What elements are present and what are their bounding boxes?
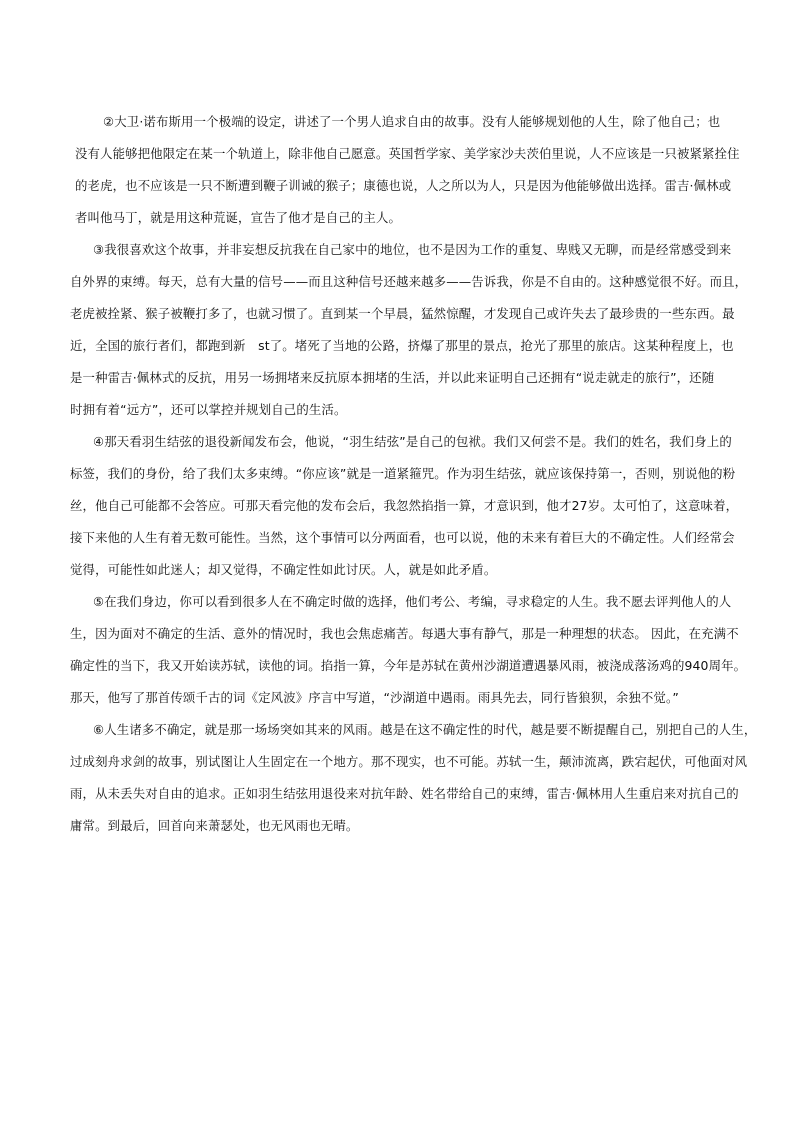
paragraph-line: 近，全国的旅行者们，都跑到新 st了。堵死了当地的公路，挤爆了那里的景点，抢光了那里的旅店。这某种程度上，也 — [70, 338, 734, 353]
paragraph-line: 时拥有着“远方”，还可以掌控并规划自己的生活。 — [70, 402, 347, 417]
paragraph-line: 标签，我们的身份，给了我们太多束缚。“你应该”就是一道紧箍咒。作为羽生结弦，就应该保持第一，否则，别说他的粉 — [70, 466, 736, 481]
paragraph-line: ②大卫·诺布斯用一个极端的设定，讲述了一个男人追求自由的故事。没有人能够规划他的人生，除了他自己；也 — [103, 114, 721, 129]
paragraph-line: ③我很喜欢这个故事，并非妄想反抗我在自己家中的地位，也不是因为工作的重复、卑贱又无聊，而是经常感受到来 — [93, 242, 732, 257]
paragraph-line: 者叫他马丁，就是用这种荒诞，宣告了他才是自己的主人。 — [75, 210, 402, 225]
paragraph-line: 丝，他自己可能都不会答应。可那天看完他的发布会后，我忽然掐指一算，才意识到，他才27岁。太可怕了，这意味着， — [70, 498, 739, 513]
paragraph-line: 庸常。到最后，回首向来萧瑟处，也无风雨也无晴。 — [70, 818, 359, 833]
paragraph-line: 觉得，可能性如此迷人；却又觉得，不确定性如此讨厌。人，就是如此矛盾。 — [70, 562, 497, 577]
paragraph-line: 生，因为面对不确定的生活、意外的情况时，我也会焦虑痛苦。每遇大事有静气，那是一种理想的状态。 因此，在充满不 — [70, 626, 739, 641]
paragraph-line: ④那天看羽生结弦的退役新闻发布会，他说，“羽生结弦”是自己的包袱。我们又何尝不是。我们的姓名，我们身上的 — [93, 434, 732, 449]
paragraph-line: 过成刻舟求剑的故事，别试图让人生固定在一个地方。那不现实，也不可能。苏轼一生，颠沛流离，跌宕起伏，可他面对风 — [70, 754, 748, 769]
paragraph-line: 没有人能够把他限定在某一个轨道上，除非他自己愿意。英国哲学家、美学家沙夫茨伯里说，人不应该是一只被紧紧拴住 — [75, 146, 740, 161]
paragraph-line: 老虎被拴紧、猴子被鞭打多了，也就习惯了。直到某一个早晨，猛然惊醒，才发现自己或许失去了最珍贵的一些东西。最 — [70, 306, 735, 321]
paragraph-line: 确定性的当下，我又开始读苏轼，读他的词。掐指一算，今年是苏轼在黄州沙湖道遭遇暴风雨，被浇成落汤鸡的940周年。 — [70, 658, 747, 673]
paragraph-line: 自外界的束缚。每天，总有大量的信号——而且这种信号还越来越多——告诉我，你是不自由的。这种感觉很不好。而且， — [70, 274, 748, 289]
paragraph-line: ⑤在我们身边，你可以看到很多人在不确定时做的选择，他们考公、考编，寻求稳定的人生。我不愿去评判他人的人 — [93, 594, 732, 609]
paragraph-line: 是一种雷吉·佩林式的反抗，用另一场拥堵来反抗原本拥堵的生活，并以此来证明自己还拥有“说走就走的旅行”，还随 — [70, 370, 715, 385]
paragraph-line: ⑥人生诸多不确定，就是那一场场突如其来的风雨。越是在这不确定性的时代，越是要不断提醒自己，别把自己的人生， — [93, 722, 757, 737]
paragraph-line: 的老虎，也不应该是一只不断遭到鞭子训诫的猴子；康德也说，人之所以为人，只是因为他能够做出选择。雷吉·佩林或 — [75, 178, 732, 193]
paragraph-line: 那天，他写了那首传颂千古的词《定风波》序言中写道，“沙湖道中遇雨。雨具先去，同行皆狼狈，余独不觉。” — [70, 690, 679, 705]
paragraph-line: 雨，从未丢失对自由的追求。正如羽生结弦用退役来对抗年龄、姓名带给自己的束缚，雷吉·佩林用人生重启来对抗自己的 — [70, 786, 739, 801]
paragraph-line: 接下来他的人生有着无数可能性。当然，这个事情可以分两面看，也可以说，他的未来有着巨大的不确定性。人们经常会 — [70, 530, 735, 545]
